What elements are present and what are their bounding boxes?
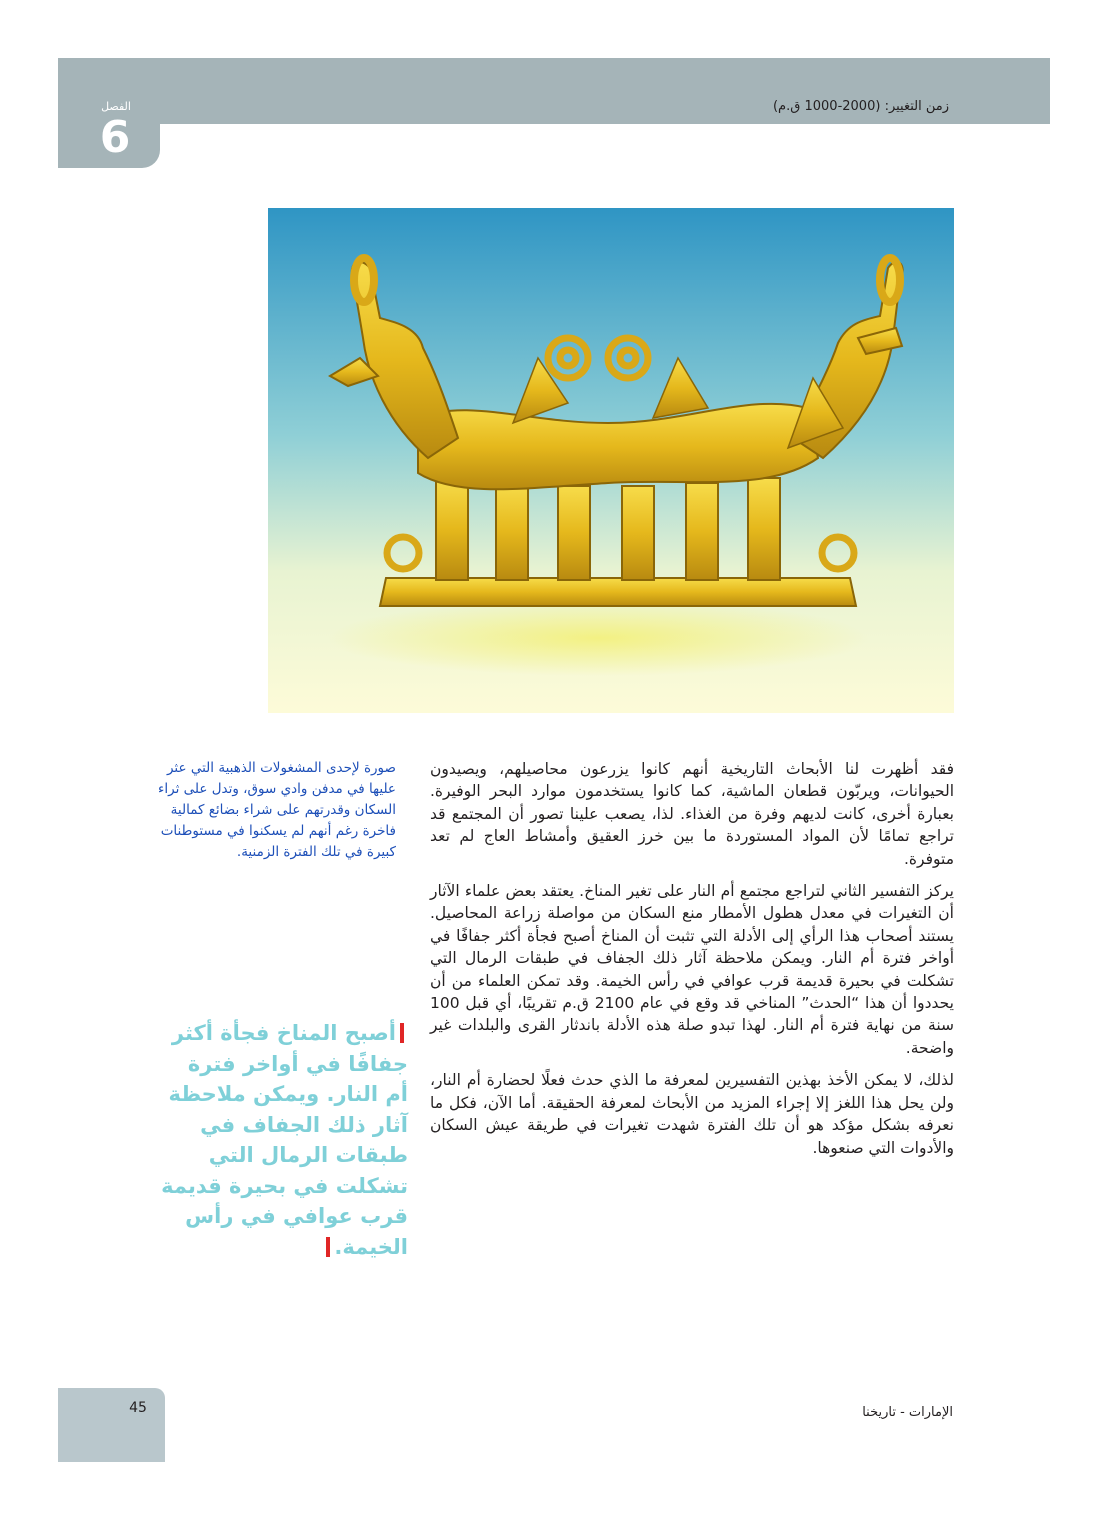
page-number: 45 [129, 1400, 147, 1416]
body-text [430, 758, 954, 1169]
body-paragraph: لذلك، لا يمكن الأخذ بهذين التفسيرين لمعرفة ما الذي حدث فعلًا لحضارة أم النار، ولن يحل هذا اللغز إلا إجراء المزيد من الأبحاث لمعرفة الحقيقة. أما الآن، فكل ما نعرفه بشكل مؤكد هو أن تلك الفترة شهدت تغيرات في طريقة عيش السكان والأدوات التي صنعوها. [430, 1071, 954, 1157]
running-title: زمن التغيير: (2000-1000 ق.م) [772, 99, 949, 114]
pull-quote-text: أصبح المناخ فجأة أكثر جفافًا في أواخر فترة أم النار. ويمكن ملاحظة آثار ذلك الجفاف في طبقات الرمال التي تشكلت في بحيرة قديمة قرب عوافي في رأس الخيمة. [161, 1021, 408, 1259]
figure-caption: صورة لإحدى المشغولات الذهبية التي عثر عليها في مدفن وادي سوق، وتدل على ثراء السكان وقدرتهم على شراء بضائع كمالية فاخرة رغم أنهم لم يسكنوا في مستوطنات كبيرة في تلك الفترة الزمنية. [158, 760, 396, 860]
body-paragraph: يركز التفسير الثاني لتراجع مجتمع أم النار على تغير المناخ. يعتقد بعض علماء الآثار أن التغيرات في معدل هطول الأمطار منع السكان من مواصلة زراعة المحاصيل. يستند أصحاب هذا الرأي إلى الأدلة التي تثبت أن المناخ أصبح فجأة أكثر جفافًا في أواخر فترة أم النار. ويمكن ملاحظة آثار ذلك الجفاف في طبقات الرمال التي تشكلت في بحيرة قديمة قرب عوافي في رأس الخيمة. وقد تمكن العلماء من أن يحددوا أن هذا “الحدث” المناخي قد وقع في عام 2100 ق.م تقريبًا، أي قبل 100 سنة من نهاية فترة أم النار. لهذا تبدو صلة هذه الأدلة باندثار القرى والبلدات غير واضحة. [430, 882, 954, 1057]
quote-bar-start [400, 1023, 404, 1043]
pull-quote [160, 1018, 408, 1262]
body-paragraph: فقد أظهرت لنا الأبحاث التاريخية أنهم كانوا يزرعون محاصيلهم، ويصيدون الحيوانات، ويربّون قطعان الماشية، كما كانوا يستخدمون موارد البحر الوفيرة. بعبارة أخرى، كانت لديهم وفرة من الغذاء. لذا، يصعب علينا تصور أن المجتمع قد تراجع تمامًا لأن المواد المستوردة ما بين خرز العقيق وأمشاط العاج لم تعد متوفرة. [430, 760, 954, 868]
header-band [58, 58, 1050, 124]
chapter-label: الفصل [101, 100, 131, 113]
footer-book-title: الإمارات - تاريخنا [862, 1405, 953, 1420]
quote-bar-end [326, 1237, 330, 1257]
gold-ornament-image [268, 208, 954, 713]
chapter-number: 6 [99, 112, 131, 163]
figure-photo [268, 208, 954, 713]
